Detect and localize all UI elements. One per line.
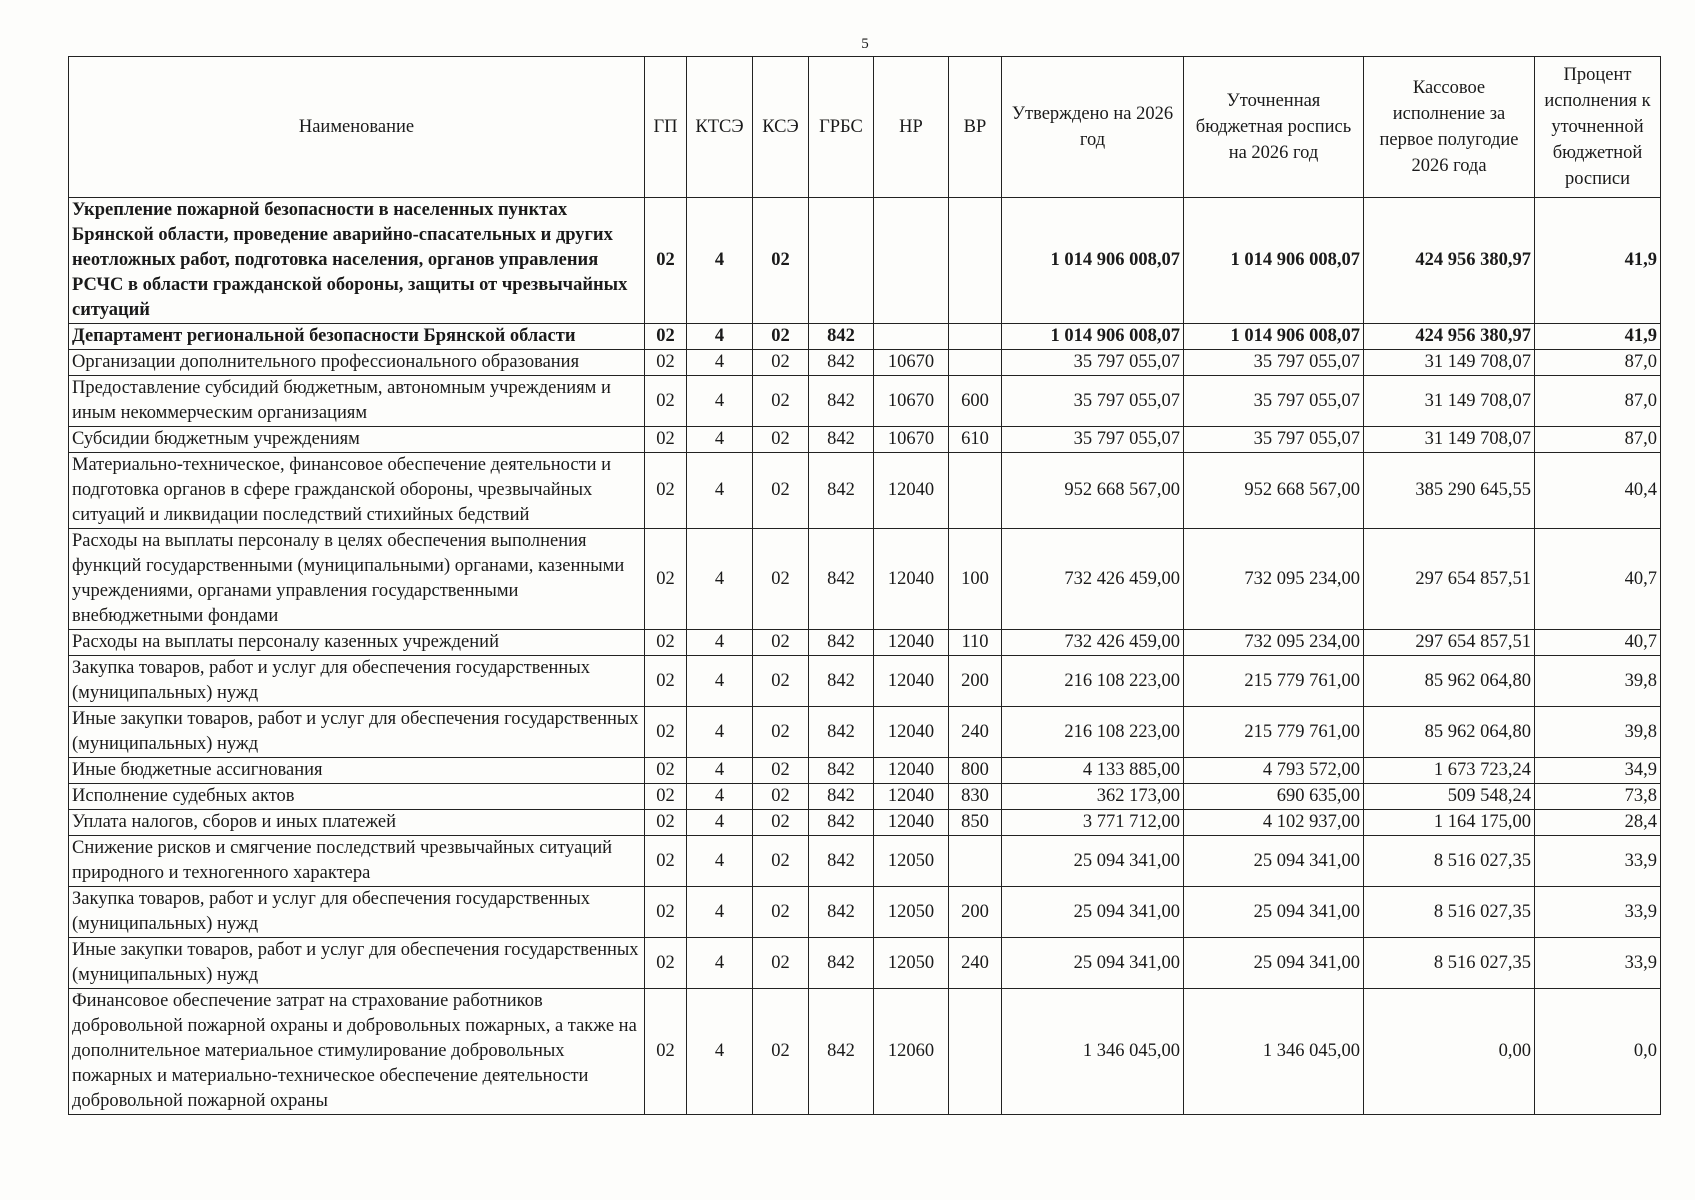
row-vr — [949, 836, 1002, 887]
row-percent: 40,4 — [1535, 453, 1661, 529]
row-grbs: 842 — [809, 453, 874, 529]
row-executed: 85 962 064,80 — [1364, 656, 1535, 707]
row-approved: 1 014 906 008,07 — [1002, 198, 1184, 324]
table-row — [69, 810, 1661, 836]
row-executed: 1 164 175,00 — [1364, 810, 1535, 836]
row-name: Департамент региональной безопасности Брянской области — [69, 324, 645, 350]
row-executed: 8 516 027,35 — [1364, 938, 1535, 989]
row-percent: 33,9 — [1535, 887, 1661, 938]
row-kse: 02 — [753, 836, 809, 887]
row-name: Субсидии бюджетным учреждениям — [69, 427, 645, 453]
row-executed: 297 654 857,51 — [1364, 630, 1535, 656]
row-ktse: 4 — [687, 376, 753, 427]
column-header-name: Наименование — [69, 57, 645, 198]
row-approved: 25 094 341,00 — [1002, 887, 1184, 938]
row-gp: 02 — [645, 198, 687, 324]
row-ktse: 4 — [687, 784, 753, 810]
row-kse: 02 — [753, 198, 809, 324]
row-gp: 02 — [645, 887, 687, 938]
row-nr: 12040 — [874, 784, 949, 810]
row-vr: 830 — [949, 784, 1002, 810]
row-executed: 31 149 708,07 — [1364, 350, 1535, 376]
row-name: Расходы на выплаты персоналу казенных учреждений — [69, 630, 645, 656]
row-nr: 12040 — [874, 529, 949, 630]
row-kse: 02 — [753, 656, 809, 707]
row-name: Иные бюджетные ассигнования — [69, 758, 645, 784]
row-grbs — [809, 198, 874, 324]
row-approved: 35 797 055,07 — [1002, 376, 1184, 427]
row-ktse: 4 — [687, 427, 753, 453]
row-nr: 12040 — [874, 656, 949, 707]
table-row — [69, 836, 1661, 887]
table-row — [69, 453, 1661, 529]
row-executed: 385 290 645,55 — [1364, 453, 1535, 529]
row-ktse: 4 — [687, 758, 753, 784]
row-name: Иные закупки товаров, работ и услуг для обеспечения государственных (муниципальных) нужд — [69, 938, 645, 989]
row-grbs: 842 — [809, 656, 874, 707]
row-approved: 35 797 055,07 — [1002, 427, 1184, 453]
row-revised: 1 346 045,00 — [1184, 989, 1364, 1115]
table-header-row — [69, 57, 1661, 198]
row-percent: 87,0 — [1535, 427, 1661, 453]
row-revised: 215 779 761,00 — [1184, 707, 1364, 758]
row-kse: 02 — [753, 707, 809, 758]
row-vr: 610 — [949, 427, 1002, 453]
row-gp: 02 — [645, 350, 687, 376]
row-gp: 02 — [645, 427, 687, 453]
row-gp: 02 — [645, 758, 687, 784]
row-percent: 40,7 — [1535, 529, 1661, 630]
row-gp: 02 — [645, 784, 687, 810]
row-executed: 31 149 708,07 — [1364, 427, 1535, 453]
row-percent: 87,0 — [1535, 376, 1661, 427]
row-nr: 10670 — [874, 350, 949, 376]
row-kse: 02 — [753, 376, 809, 427]
row-revised: 1 014 906 008,07 — [1184, 324, 1364, 350]
row-executed: 31 149 708,07 — [1364, 376, 1535, 427]
column-header-revised: Уточненная бюджетная роспись на 2026 год — [1184, 57, 1364, 198]
row-vr: 200 — [949, 656, 1002, 707]
row-name: Снижение рисков и смягчение последствий чрезвычайных ситуаций природного и техногенного характера — [69, 836, 645, 887]
row-grbs: 842 — [809, 758, 874, 784]
table-row — [69, 324, 1661, 350]
row-name: Расходы на выплаты персоналу в целях обеспечения выполнения функций государственными (муниципальными) органами, казенными учреждениями, органами управления государственными внебюджетными фондами — [69, 529, 645, 630]
row-percent: 73,8 — [1535, 784, 1661, 810]
row-approved: 3 771 712,00 — [1002, 810, 1184, 836]
row-revised: 732 095 234,00 — [1184, 529, 1364, 630]
row-revised: 1 014 906 008,07 — [1184, 198, 1364, 324]
row-ktse: 4 — [687, 887, 753, 938]
row-name: Предоставление субсидий бюджетным, автономным учреждениям и иным некоммерческим организациям — [69, 376, 645, 427]
row-ktse: 4 — [687, 529, 753, 630]
row-kse: 02 — [753, 630, 809, 656]
row-revised: 25 094 341,00 — [1184, 887, 1364, 938]
row-name: Финансовое обеспечение затрат на страхование работников добровольной пожарной охраны и добровольных пожарных, а также на дополнительное материальное стимулирование добровольных пожарных и материально-техническое обеспечение деятельности добровольной пожарной охраны — [69, 989, 645, 1115]
row-name: Организации дополнительного профессионального образования — [69, 350, 645, 376]
row-gp: 02 — [645, 989, 687, 1115]
row-percent: 39,8 — [1535, 707, 1661, 758]
row-nr: 12050 — [874, 887, 949, 938]
row-kse: 02 — [753, 887, 809, 938]
row-percent: 41,9 — [1535, 324, 1661, 350]
column-header-vr: ВР — [949, 57, 1002, 198]
table-row — [69, 198, 1661, 324]
row-grbs: 842 — [809, 376, 874, 427]
row-percent: 28,4 — [1535, 810, 1661, 836]
row-approved: 952 668 567,00 — [1002, 453, 1184, 529]
row-revised: 4 793 572,00 — [1184, 758, 1364, 784]
row-kse: 02 — [753, 989, 809, 1115]
row-executed: 1 673 723,24 — [1364, 758, 1535, 784]
row-grbs: 842 — [809, 784, 874, 810]
row-approved: 25 094 341,00 — [1002, 938, 1184, 989]
row-approved: 362 173,00 — [1002, 784, 1184, 810]
row-vr — [949, 453, 1002, 529]
row-grbs: 842 — [809, 324, 874, 350]
column-header-executed: Кассовое исполнение за первое полугодие 2026 года — [1364, 57, 1535, 198]
row-revised: 35 797 055,07 — [1184, 376, 1364, 427]
row-percent: 87,0 — [1535, 350, 1661, 376]
row-vr: 240 — [949, 938, 1002, 989]
row-nr: 12060 — [874, 989, 949, 1115]
row-percent: 41,9 — [1535, 198, 1661, 324]
row-executed: 85 962 064,80 — [1364, 707, 1535, 758]
table-row — [69, 784, 1661, 810]
row-nr — [874, 198, 949, 324]
row-approved: 1 014 906 008,07 — [1002, 324, 1184, 350]
row-vr: 600 — [949, 376, 1002, 427]
row-gp: 02 — [645, 810, 687, 836]
row-revised: 35 797 055,07 — [1184, 427, 1364, 453]
row-kse: 02 — [753, 938, 809, 989]
row-executed: 8 516 027,35 — [1364, 836, 1535, 887]
row-executed: 424 956 380,97 — [1364, 198, 1535, 324]
row-nr: 12040 — [874, 707, 949, 758]
table-row — [69, 376, 1661, 427]
row-gp: 02 — [645, 836, 687, 887]
row-kse: 02 — [753, 324, 809, 350]
row-grbs: 842 — [809, 836, 874, 887]
row-percent: 0,0 — [1535, 989, 1661, 1115]
row-grbs: 842 — [809, 989, 874, 1115]
table-row — [69, 758, 1661, 784]
row-gp: 02 — [645, 656, 687, 707]
table-body — [69, 198, 1661, 1115]
page-number: 5 — [861, 36, 869, 52]
row-nr: 12040 — [874, 758, 949, 784]
row-percent: 33,9 — [1535, 938, 1661, 989]
row-percent: 39,8 — [1535, 656, 1661, 707]
row-vr — [949, 198, 1002, 324]
row-vr — [949, 324, 1002, 350]
row-name: Материально-техническое, финансовое обеспечение деятельности и подготовка органов в сфере гражданской обороны, чрезвычайных ситуаций и ликвидации последствий стихийных бедствий — [69, 453, 645, 529]
row-revised: 732 095 234,00 — [1184, 630, 1364, 656]
row-percent: 40,7 — [1535, 630, 1661, 656]
row-name: Иные закупки товаров, работ и услуг для обеспечения государственных (муниципальных) нужд — [69, 707, 645, 758]
row-name: Укрепление пожарной безопасности в населенных пунктах Брянской области, проведение аварийно-спасательных и других неотложных работ, подготовка населения, органов управления РСЧС в области гражданской обороны, защиты от чрезвычайных ситуаций — [69, 198, 645, 324]
column-header-percent: Процент исполнения к уточненной бюджетной росписи — [1535, 57, 1661, 198]
row-gp: 02 — [645, 376, 687, 427]
row-revised: 4 102 937,00 — [1184, 810, 1364, 836]
row-approved: 732 426 459,00 — [1002, 630, 1184, 656]
table-row — [69, 427, 1661, 453]
row-vr — [949, 350, 1002, 376]
row-ktse: 4 — [687, 989, 753, 1115]
row-grbs: 842 — [809, 938, 874, 989]
row-approved: 732 426 459,00 — [1002, 529, 1184, 630]
row-vr: 100 — [949, 529, 1002, 630]
row-grbs: 842 — [809, 887, 874, 938]
column-header-gp: ГП — [645, 57, 687, 198]
row-revised: 690 635,00 — [1184, 784, 1364, 810]
row-ktse: 4 — [687, 810, 753, 836]
row-executed: 0,00 — [1364, 989, 1535, 1115]
row-nr: 12040 — [874, 810, 949, 836]
row-gp: 02 — [645, 707, 687, 758]
column-header-grbs: ГРБС — [809, 57, 874, 198]
row-ktse: 4 — [687, 938, 753, 989]
column-header-approved: Утверждено на 2026 год — [1002, 57, 1184, 198]
row-nr: 12040 — [874, 453, 949, 529]
row-vr: 850 — [949, 810, 1002, 836]
table-row — [69, 529, 1661, 630]
row-revised: 35 797 055,07 — [1184, 350, 1364, 376]
row-vr — [949, 989, 1002, 1115]
row-kse: 02 — [753, 758, 809, 784]
row-name: Закупка товаров, работ и услуг для обеспечения государственных (муниципальных) нужд — [69, 656, 645, 707]
row-vr: 200 — [949, 887, 1002, 938]
row-name: Уплата налогов, сборов и иных платежей — [69, 810, 645, 836]
row-approved: 216 108 223,00 — [1002, 707, 1184, 758]
row-gp: 02 — [645, 630, 687, 656]
row-kse: 02 — [753, 529, 809, 630]
column-header-kse: КСЭ — [753, 57, 809, 198]
row-executed: 509 548,24 — [1364, 784, 1535, 810]
row-ktse: 4 — [687, 707, 753, 758]
row-gp: 02 — [645, 324, 687, 350]
row-nr: 12040 — [874, 630, 949, 656]
row-ktse: 4 — [687, 350, 753, 376]
table-row — [69, 656, 1661, 707]
table-row — [69, 938, 1661, 989]
row-gp: 02 — [645, 529, 687, 630]
row-revised: 215 779 761,00 — [1184, 656, 1364, 707]
row-nr — [874, 324, 949, 350]
row-name: Исполнение судебных актов — [69, 784, 645, 810]
row-nr: 10670 — [874, 376, 949, 427]
row-gp: 02 — [645, 453, 687, 529]
row-vr: 240 — [949, 707, 1002, 758]
column-header-nr: НР — [874, 57, 949, 198]
row-grbs: 842 — [809, 810, 874, 836]
table-row — [69, 350, 1661, 376]
row-revised: 952 668 567,00 — [1184, 453, 1364, 529]
row-name: Закупка товаров, работ и услуг для обеспечения государственных (муниципальных) нужд — [69, 887, 645, 938]
row-percent: 33,9 — [1535, 836, 1661, 887]
row-ktse: 4 — [687, 836, 753, 887]
row-grbs: 842 — [809, 350, 874, 376]
row-grbs: 842 — [809, 427, 874, 453]
row-ktse: 4 — [687, 656, 753, 707]
row-approved: 35 797 055,07 — [1002, 350, 1184, 376]
row-executed: 424 956 380,97 — [1364, 324, 1535, 350]
table-row — [69, 707, 1661, 758]
row-ktse: 4 — [687, 453, 753, 529]
row-ktse: 4 — [687, 198, 753, 324]
row-grbs: 842 — [809, 529, 874, 630]
row-kse: 02 — [753, 810, 809, 836]
row-nr: 10670 — [874, 427, 949, 453]
budget-table — [68, 56, 1661, 1115]
table-row — [69, 630, 1661, 656]
row-executed: 8 516 027,35 — [1364, 887, 1535, 938]
column-header-ktse: КТСЭ — [687, 57, 753, 198]
row-nr: 12050 — [874, 938, 949, 989]
row-grbs: 842 — [809, 630, 874, 656]
row-ktse: 4 — [687, 630, 753, 656]
table-row — [69, 887, 1661, 938]
row-kse: 02 — [753, 784, 809, 810]
table-row — [69, 989, 1661, 1115]
row-approved: 216 108 223,00 — [1002, 656, 1184, 707]
row-kse: 02 — [753, 350, 809, 376]
row-ktse: 4 — [687, 324, 753, 350]
row-grbs: 842 — [809, 707, 874, 758]
row-revised: 25 094 341,00 — [1184, 938, 1364, 989]
row-percent: 34,9 — [1535, 758, 1661, 784]
row-approved: 4 133 885,00 — [1002, 758, 1184, 784]
row-gp: 02 — [645, 938, 687, 989]
row-vr: 800 — [949, 758, 1002, 784]
row-nr: 12050 — [874, 836, 949, 887]
row-vr: 110 — [949, 630, 1002, 656]
row-approved: 1 346 045,00 — [1002, 989, 1184, 1115]
row-kse: 02 — [753, 427, 809, 453]
row-approved: 25 094 341,00 — [1002, 836, 1184, 887]
row-kse: 02 — [753, 453, 809, 529]
row-revised: 25 094 341,00 — [1184, 836, 1364, 887]
row-executed: 297 654 857,51 — [1364, 529, 1535, 630]
